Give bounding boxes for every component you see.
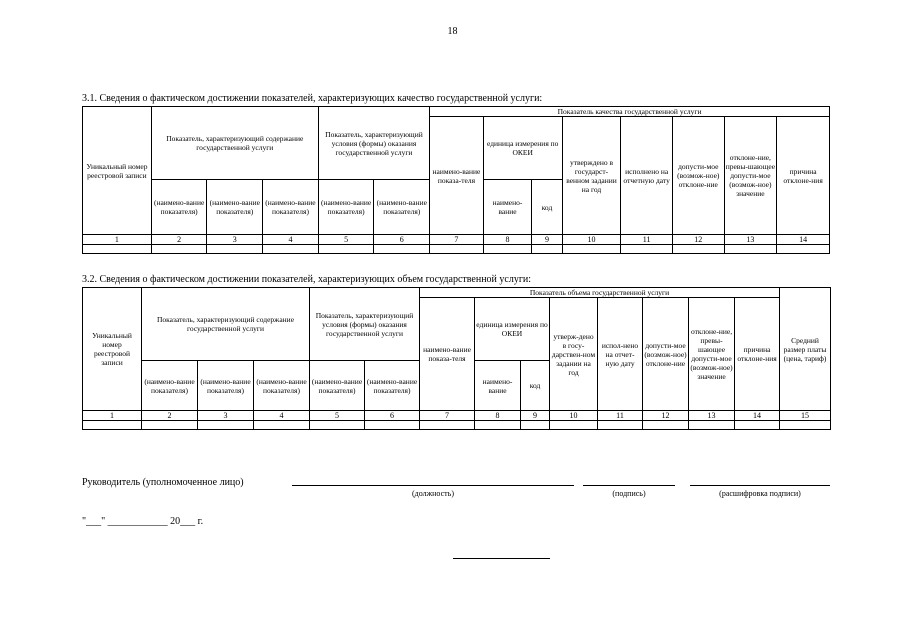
footer-separator-line [453,558,550,559]
deviation-reason-header: причина отклоне-ния [735,298,780,411]
column-number: 9 [532,235,562,245]
data-row [83,421,831,430]
average-fee-header: Средний размер платы (цена, тариф) [780,288,831,411]
column-number: 7 [430,235,484,245]
unique-number-header: Уникальный номер реестровой записи [83,288,142,411]
column-number: 4 [263,235,319,245]
column-number: 14 [735,411,780,421]
page-number: 18 [447,26,458,37]
section-1-title: 3.1. Сведения о фактическом достижении показателей, характеризующих качество государственной услуги: [82,93,543,104]
unit-code-header: код [532,180,562,235]
column-number: 5 [310,411,365,421]
conditions-indicator-header: Показатель, характеризующий условия (формы) оказания государственной услуги [310,288,420,361]
excess-deviation-header: отклоне-ние, превы-шающее допусти-мое (возмож-ное) значение [724,117,777,235]
conditions-subheader-1: (наимено-вание показателя) [310,361,365,411]
approved-header: утверждено в государст-венном задании на год [562,117,621,235]
content-subheader-3: (наимено-вание показателя) [263,180,319,235]
content-subheader-1: (наимено-вание показателя) [151,180,207,235]
signature-label: Руководитель (уполномоченное лицо) [82,477,244,488]
signature-caption: (подпись) [612,489,646,498]
content-subheader-1: (наимено-вание показателя) [142,361,198,411]
column-number: 2 [151,235,207,245]
position-line [292,485,574,486]
column-number: 15 [780,411,831,421]
executed-header: исполнено на отчетную дату [621,117,673,235]
excess-deviation-header: отклоне-ние, превы-шающее допусти-мое (возмож-ное) значение [689,298,735,411]
content-indicator-header: Показатель, характеризующий содержание государственной услуги [142,288,310,361]
column-number: 14 [777,235,830,245]
data-row [83,245,830,254]
column-number: 8 [483,235,532,245]
section-2-title: 3.2. Сведения о фактическом достижении показателей, характеризующих объем государственной услуги: [82,274,532,285]
conditions-subheader-2: (наимено-вание показателя) [374,180,430,235]
column-number: 3 [207,235,263,245]
column-numbers-row [83,235,830,245]
unit-name-header: наимено-вание [475,361,521,411]
column-number: 9 [521,411,550,421]
conditions-subheader-1: (наимено-вание показателя) [318,180,374,235]
column-number: 1 [83,411,142,421]
column-number: 6 [374,235,430,245]
indicator-name-header: наимено-вание показа-теля [420,298,475,411]
decoding-caption: (расшифровка подписи) [719,489,801,498]
column-number: 4 [254,411,310,421]
content-subheader-2: (наимено-вание показателя) [198,361,254,411]
executed-header: испол-нено на отчет-ную дату [598,298,643,411]
column-number: 13 [689,411,735,421]
column-number: 8 [475,411,521,421]
allowed-deviation-header: допусти-мое (возмож-ное) отклоне-ние [672,117,724,235]
content-indicator-header: Показатель, характеризующий содержание государственной услуги [151,107,318,180]
signature-line [583,485,675,486]
content-subheader-3: (наимено-вание показателя) [254,361,310,411]
column-number: 12 [643,411,689,421]
column-number: 7 [420,411,475,421]
indicator-name-header: наимено-вание показа-теля [430,117,484,235]
unit-name-header: наимено-вание [483,180,532,235]
column-number: 12 [672,235,724,245]
column-number: 10 [562,235,621,245]
position-caption: (должность) [412,489,454,498]
column-numbers-row [83,411,831,421]
decoding-line [690,485,830,486]
column-number: 11 [621,235,673,245]
quality-indicators-table [82,106,830,254]
volume-indicator-group-header: Показатель объема государственной услуги [420,288,780,298]
column-number: 13 [724,235,777,245]
column-number: 2 [142,411,198,421]
volume-indicators-table [82,287,831,430]
column-number: 6 [365,411,420,421]
column-number: 10 [550,411,598,421]
quality-indicator-group-header: Показатель качества государственной услуги [430,107,830,117]
column-number: 1 [83,235,152,245]
unit-code-header: код [521,361,550,411]
column-number: 5 [318,235,374,245]
conditions-subheader-2: (наимено-вание показателя) [365,361,420,411]
approved-header: утверж-дено в госу-дарствен-ном задании на год [550,298,598,411]
allowed-deviation-header: допусти-мое (возмож-ное) отклоне-ние [643,298,689,411]
unit-header: единица измерения по ОКЕИ [475,298,550,361]
unique-number-header: Уникальный номер реестровой записи [83,107,152,235]
column-number: 3 [198,411,254,421]
unit-header: единица измерения по ОКЕИ [483,117,562,180]
column-number: 11 [598,411,643,421]
content-subheader-2: (наимено-вание показателя) [207,180,263,235]
conditions-indicator-header: Показатель, характеризующий условия (формы) оказания государственной услуги [318,107,429,180]
deviation-reason-header: причина отклоне-ния [777,117,830,235]
date-line: "___" ____________ 20___ г. [82,516,204,527]
